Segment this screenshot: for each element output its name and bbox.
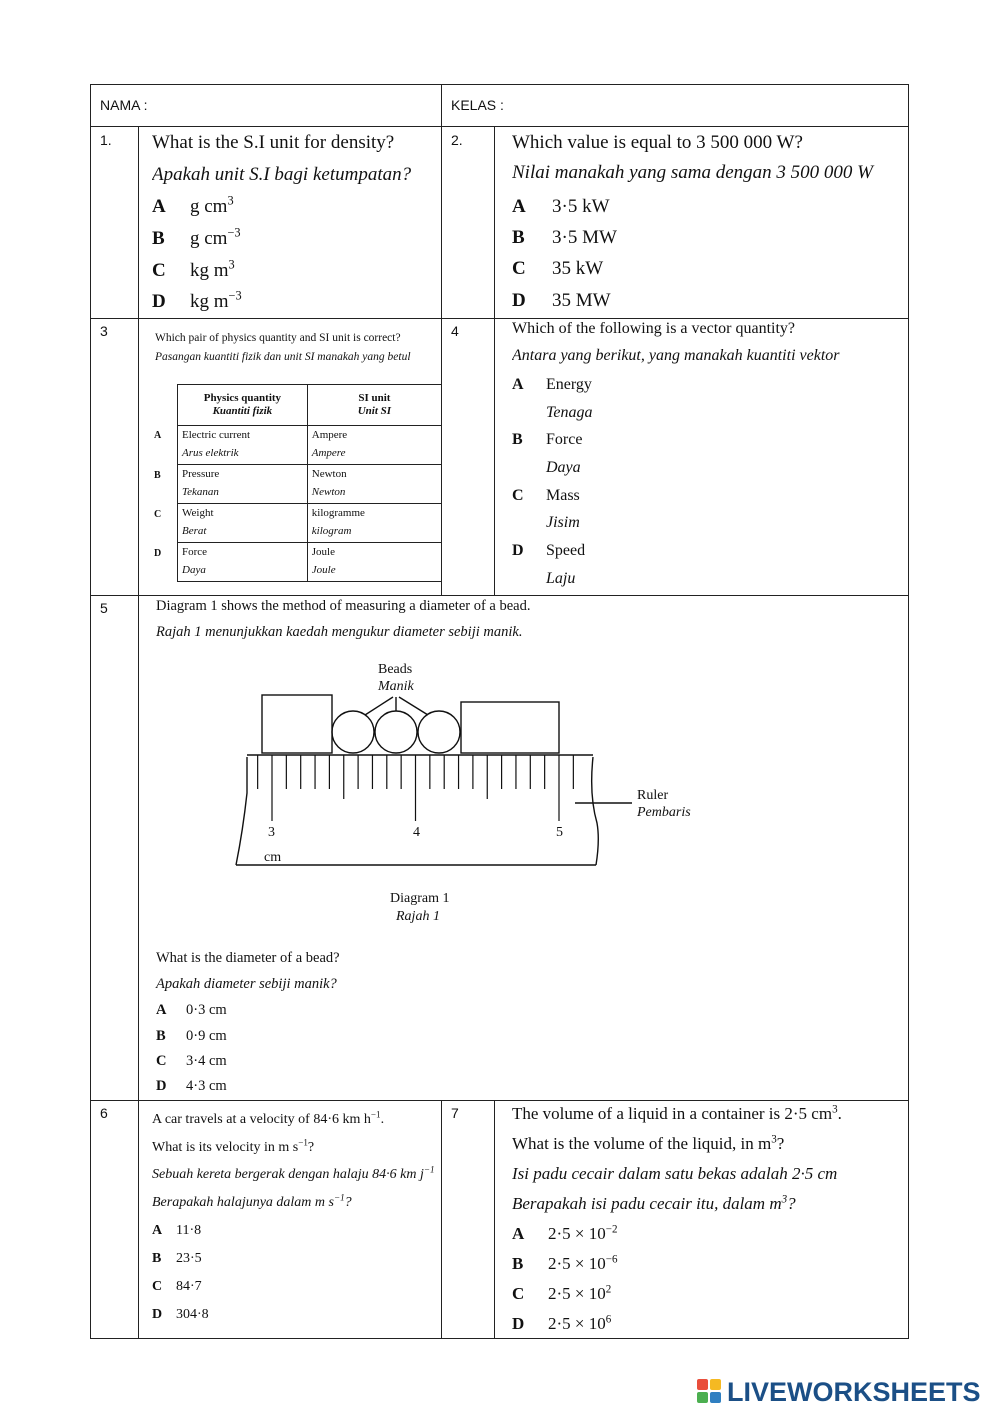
- option-letter: B: [512, 431, 523, 448]
- text-part: ?: [787, 1194, 796, 1213]
- text-part: A car travels at a velocity of 84·6 km h: [152, 1112, 371, 1127]
- question-7: [512, 1102, 908, 1336]
- option-exponent: −6: [605, 1253, 618, 1266]
- option-text: 84·7: [176, 1279, 202, 1294]
- diagram-caption-ms: Rajah 1: [396, 909, 440, 924]
- option-letter: B: [512, 1254, 524, 1273]
- cell-en: Newton: [311, 468, 347, 480]
- table-header: [178, 385, 308, 426]
- cell-ms: Tekanan: [182, 486, 219, 498]
- option-letter: B: [154, 470, 161, 481]
- option-letter: B: [152, 1251, 162, 1266]
- exponent: −1: [333, 1192, 345, 1203]
- text-part: The volume of a liquid in a container is 2·5 cm: [512, 1104, 833, 1123]
- text-part: Berapakah halajunya dalam m s: [152, 1195, 334, 1210]
- option-text-ms: Tenaga: [546, 404, 593, 421]
- ruler-diagram: [230, 655, 730, 935]
- option-text: 2·5 × 10: [548, 1224, 606, 1243]
- text-part: ?: [344, 1195, 352, 1210]
- option-text: 3·5 MW: [552, 227, 617, 248]
- question-6: [152, 1104, 441, 1336]
- answer-table: [177, 384, 442, 582]
- option-a[interactable]: [512, 1224, 618, 1244]
- class-label: KELAS :: [451, 97, 504, 113]
- option-b[interactable]: [512, 227, 617, 249]
- header-ms: Unit SI: [357, 405, 392, 417]
- option-letter: D: [512, 290, 526, 311]
- cell-ms: Ampere: [311, 447, 346, 459]
- text-part: Berapakah isi padu cecair itu, dalam m: [512, 1194, 782, 1213]
- question-number: 6: [100, 1105, 108, 1121]
- option-b[interactable]: [156, 1028, 227, 1045]
- option-d[interactable]: [512, 542, 585, 560]
- option-exponent: −3: [228, 288, 242, 303]
- beads-label: Beads: [378, 662, 413, 677]
- ruler-label-ms: Pembaris: [637, 805, 691, 820]
- option-text: 11·8: [176, 1223, 202, 1238]
- question-text-en: Which of the following is a vector quantity?: [512, 320, 796, 337]
- exponent: −1: [423, 1164, 435, 1175]
- option-letter: D: [152, 291, 166, 312]
- question-number: 4: [451, 323, 459, 339]
- table-cell: [178, 465, 308, 504]
- option-text: 2·5 × 10: [548, 1314, 606, 1333]
- option-letter: D: [152, 1307, 163, 1322]
- option-text: kg m: [190, 260, 229, 281]
- option-text: 0·3 cm: [186, 1002, 227, 1018]
- option-a[interactable]: [152, 1223, 201, 1239]
- table-cell: [178, 504, 308, 543]
- cell-ms: kilogram: [311, 525, 352, 537]
- option-c[interactable]: [512, 1284, 611, 1304]
- tick-label: 4: [413, 825, 420, 840]
- cell-en: Pressure: [182, 468, 220, 480]
- question-text-ms: Isi padu cecair dalam satu bekas adalah 2·5 cm: [512, 1164, 838, 1183]
- option-a[interactable]: [152, 193, 234, 218]
- question-text-ms: [152, 1164, 435, 1183]
- option-text: 3·4 cm: [186, 1053, 227, 1069]
- option-exponent: 3: [227, 193, 234, 208]
- option-text-ms: Laju: [546, 570, 576, 587]
- diagram-caption: Diagram 1: [390, 891, 450, 906]
- question-text-en-2: [512, 1134, 784, 1154]
- option-letter: C: [512, 487, 524, 504]
- option-letter: A: [152, 1223, 163, 1238]
- cell-en: Ampere: [311, 429, 348, 441]
- question-4: [512, 320, 908, 594]
- cell-ms: Daya: [182, 564, 206, 576]
- option-letter: A: [156, 1002, 167, 1018]
- ruler-left-edge: [236, 757, 247, 865]
- table-cell: [307, 426, 441, 465]
- option-text: 304·8: [176, 1307, 209, 1322]
- option-b[interactable]: [512, 1254, 618, 1274]
- table-row[interactable]: [178, 543, 442, 582]
- option-c[interactable]: [152, 257, 235, 282]
- option-letter: C: [152, 1279, 163, 1294]
- option-d[interactable]: [152, 288, 242, 313]
- option-letter: A: [152, 196, 166, 217]
- tick-label: 5: [556, 825, 563, 840]
- table-row[interactable]: [178, 465, 442, 504]
- question-text-en: What is the S.I unit for density?: [152, 132, 395, 153]
- text-part: Sebuah kereta bergerak dengan halaju 84·6 km j: [152, 1167, 424, 1182]
- option-a[interactable]: [512, 376, 592, 394]
- ruler-ticks: [258, 755, 574, 821]
- exponent: −1: [298, 1137, 308, 1148]
- cell-en: Force: [182, 546, 208, 558]
- cell-en: Electric current: [182, 429, 251, 441]
- option-c[interactable]: [152, 1279, 202, 1295]
- cell-ms: Joule: [311, 564, 336, 576]
- grid-line: [90, 84, 909, 85]
- option-letter: B: [156, 1028, 166, 1044]
- question-text-en: Which value is equal to 3 500 000 W?: [512, 132, 803, 153]
- logo-text: LIVEWORKSHEETS: [727, 1376, 981, 1407]
- exponent: 3: [832, 1103, 838, 1116]
- option-b[interactable]: [512, 431, 582, 449]
- question-text-en: Diagram 1 shows the method of measuring a diameter of a bead.: [156, 598, 531, 614]
- table-cell: [178, 426, 308, 465]
- question-number: 2.: [451, 132, 463, 148]
- option-letter: A: [154, 430, 162, 441]
- option-letter: A: [512, 376, 524, 393]
- option-text: 35 MW: [552, 290, 611, 311]
- table-row[interactable]: [178, 426, 442, 465]
- exponent: −1: [370, 1109, 381, 1120]
- option-letter: C: [512, 258, 526, 279]
- option-letter: D: [154, 548, 162, 559]
- option-c[interactable]: [512, 487, 580, 505]
- option-exponent: −2: [605, 1223, 618, 1236]
- option-letter: C: [156, 1053, 167, 1069]
- option-exponent: 2: [605, 1283, 612, 1296]
- question-text-ms: Nilai manakah yang sama dengan 3 500 000 W: [512, 162, 873, 183]
- bead: [332, 711, 374, 753]
- left-block: [262, 695, 332, 753]
- grid-line: [90, 1100, 909, 1101]
- question-number: 3: [100, 323, 108, 339]
- sub-question-en: What is the diameter of a bead?: [156, 950, 340, 966]
- option-text: 2·5 × 10: [548, 1284, 606, 1303]
- question-number: 7: [451, 1105, 459, 1121]
- option-letter: A: [512, 196, 526, 217]
- text-part: .: [837, 1104, 842, 1123]
- option-text-en: Speed: [546, 542, 586, 559]
- text-part: ?: [776, 1134, 785, 1153]
- header-ms: Kuantiti fizik: [212, 405, 273, 417]
- cell-en: Weight: [182, 507, 214, 519]
- table-cell: [307, 465, 441, 504]
- table-row[interactable]: [178, 504, 442, 543]
- grid-line: [90, 84, 91, 1339]
- option-text-ms: Daya: [546, 459, 581, 476]
- grid-line: [494, 1100, 495, 1338]
- cell-ms: Berat: [182, 525, 207, 537]
- grid-line: [908, 84, 909, 1339]
- grid-line: [90, 595, 909, 596]
- option-text: 23·5: [176, 1251, 202, 1266]
- option-letter: C: [512, 1284, 525, 1303]
- grid-line: [441, 1100, 442, 1338]
- tick-label: 3: [268, 825, 275, 840]
- option-exponent: 6: [605, 1313, 612, 1326]
- option-letter: A: [512, 1224, 525, 1243]
- option-d[interactable]: [512, 1314, 611, 1334]
- question-text-ms: Rajah 1 menunjukkan kaedah mengukur diameter sebiji manik.: [156, 624, 523, 640]
- option-d[interactable]: [152, 1307, 209, 1323]
- option-text-en: Force: [546, 431, 583, 448]
- option-letter: D: [512, 542, 524, 559]
- table-cell: [307, 543, 441, 582]
- text-part: .: [380, 1112, 385, 1127]
- question-text-en-2: [152, 1137, 315, 1156]
- option-letter: D: [156, 1078, 167, 1094]
- option-text: g cm: [190, 196, 228, 217]
- question-text-ms-2: [512, 1194, 796, 1214]
- question-text-en: [152, 1109, 385, 1128]
- option-text: 35 kW: [552, 258, 604, 279]
- option-b[interactable]: [152, 1251, 202, 1267]
- option-c[interactable]: [156, 1053, 227, 1070]
- grid-line: [90, 1338, 909, 1339]
- option-text: 4·3 cm: [186, 1078, 227, 1094]
- option-letter: C: [154, 509, 162, 520]
- grid-line: [90, 318, 909, 319]
- question-text-en: [512, 1104, 842, 1124]
- option-text: g cm: [190, 228, 228, 249]
- table-cell: [178, 543, 308, 582]
- exponent: 3: [781, 1193, 788, 1206]
- question-text-en: Which pair of physics quantity and SI unit is correct?: [155, 332, 401, 344]
- liveworksheets-logo: [697, 1377, 981, 1407]
- header-en: Physics quantity: [203, 392, 282, 404]
- question-text-ms: Pasangan kuantiti fizik dan unit SI manakah yang betul: [155, 351, 411, 363]
- option-c[interactable]: [512, 258, 603, 280]
- sub-question-ms: Apakah diameter sebiji manik?: [156, 976, 337, 992]
- beads-label-ms: Manik: [378, 679, 414, 694]
- grid-line: [494, 126, 495, 595]
- cell-ms: Arus elektrik: [182, 447, 239, 459]
- ruler-right-edge: [592, 757, 599, 865]
- logo-icon: [697, 1379, 723, 1405]
- right-block: [461, 702, 559, 753]
- cell-ms: Newton: [311, 486, 346, 498]
- option-letter: B: [152, 228, 165, 249]
- bead: [375, 711, 417, 753]
- option-letter: B: [512, 227, 525, 248]
- option-exponent: −3: [227, 225, 241, 240]
- text-part: What is its velocity in m s: [152, 1140, 299, 1155]
- question-3: [152, 330, 442, 592]
- option-text: 0·9 cm: [186, 1028, 227, 1044]
- table-cell: [307, 504, 441, 543]
- option-b[interactable]: [152, 225, 241, 250]
- option-exponent: 3: [228, 257, 235, 272]
- question-1: [152, 128, 440, 318]
- option-a[interactable]: [156, 1002, 227, 1019]
- cell-en: kilogramme: [311, 507, 365, 519]
- table-header: [307, 385, 441, 426]
- bead: [418, 711, 460, 753]
- name-label: NAMA :: [100, 97, 148, 113]
- option-text: 2·5 × 10: [548, 1254, 606, 1273]
- text-part: ?: [307, 1140, 315, 1155]
- question-text-ms: Apakah unit S.I bagi ketumpatan?: [152, 164, 412, 185]
- question-2: [512, 128, 908, 318]
- question-number: 1.: [100, 132, 112, 148]
- unit-label: cm: [264, 850, 282, 865]
- option-text: kg m: [190, 291, 229, 312]
- grid-line: [90, 126, 909, 127]
- cell-en: Joule: [311, 546, 335, 558]
- option-text: 3·5 kW: [552, 196, 610, 217]
- ruler-label: Ruler: [637, 788, 669, 803]
- exponent: 3: [771, 1133, 777, 1146]
- option-d[interactable]: [156, 1078, 227, 1095]
- option-a[interactable]: [512, 196, 610, 218]
- option-letter: D: [512, 1314, 525, 1333]
- option-text-en: Mass: [546, 487, 580, 504]
- question-text-ms: Antara yang berikut, yang manakah kuantiti vektor: [512, 347, 840, 364]
- option-text-en: Energy: [546, 376, 592, 393]
- grid-line: [138, 126, 139, 1339]
- question-number: 5: [100, 600, 108, 616]
- option-letter: C: [152, 260, 166, 281]
- text-part: What is the volume of the liquid, in m: [512, 1134, 772, 1153]
- question-text-ms-2: [152, 1192, 352, 1211]
- header-en: SI unit: [358, 392, 391, 404]
- option-text-ms: Jisim: [546, 514, 580, 531]
- option-d[interactable]: [512, 290, 611, 312]
